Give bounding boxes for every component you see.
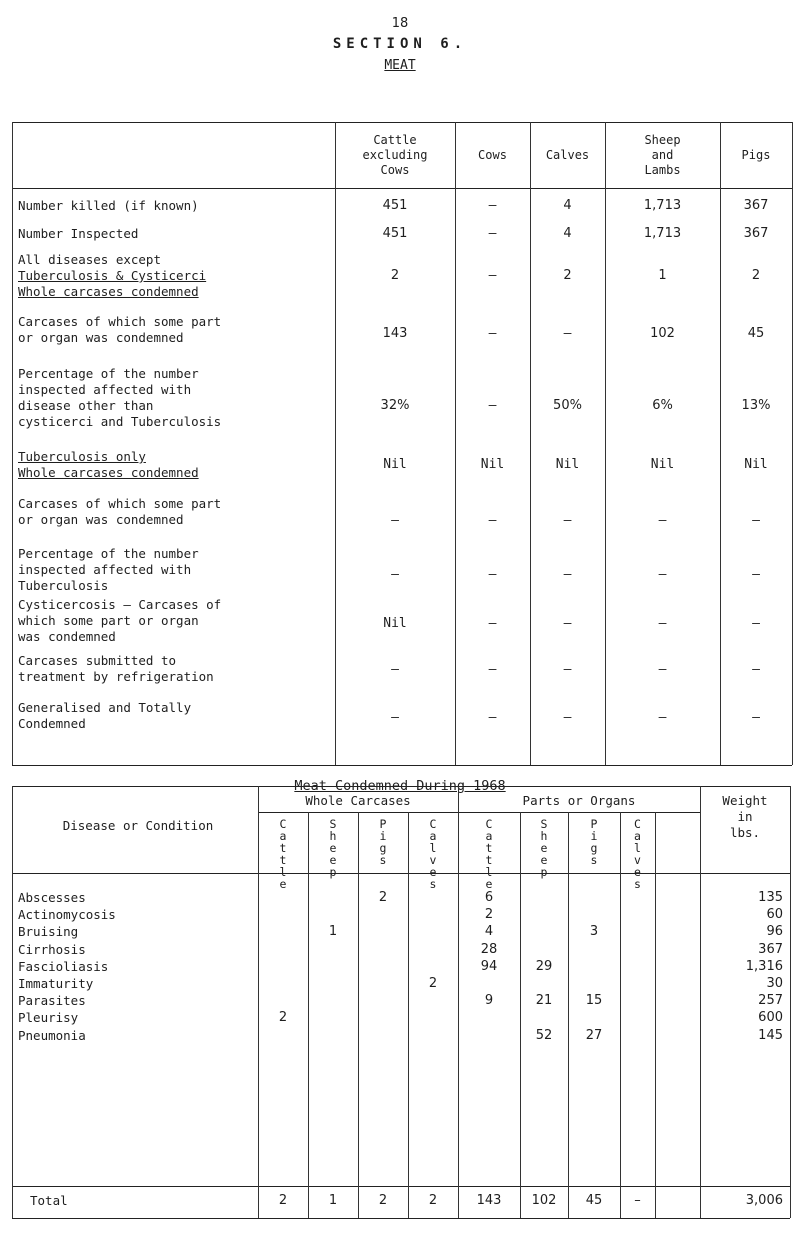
row-label-line: Percentage of the number	[18, 366, 199, 381]
column-rule	[568, 812, 569, 1218]
condition-label: Parasites	[18, 993, 86, 1009]
row-label-line: cysticerci and Tuberculosis	[18, 414, 222, 429]
table-cell: 1	[658, 268, 667, 283]
row-label-line: was condemned	[18, 629, 116, 644]
table-cell: Nil	[383, 616, 407, 631]
table-cell: 1,713	[643, 226, 682, 241]
weight-header	[700, 793, 790, 841]
table-cell: –	[488, 616, 497, 631]
column-rule	[258, 786, 259, 1218]
meat-condemned-title: Meat Condemned During 1968	[294, 778, 506, 794]
table-cell: –	[752, 616, 760, 631]
total-cell: –	[634, 1193, 641, 1208]
table-cell: –	[488, 326, 497, 341]
row-label	[18, 198, 328, 214]
meat-heading: MEAT	[384, 58, 416, 73]
table-cell: 50%	[553, 398, 582, 413]
column-header-line: Lambs	[644, 162, 681, 177]
table-cell: 2	[378, 890, 388, 905]
table-cell: 4	[484, 924, 494, 940]
total-cell: 2	[278, 1193, 288, 1208]
table-cell: –	[488, 398, 497, 413]
table-cell: 9	[484, 993, 494, 1009]
total-cell: 2	[378, 1193, 388, 1208]
table-cell: –	[488, 513, 497, 528]
table-cell: –	[658, 513, 667, 528]
row-label	[18, 496, 328, 528]
table-cell: Nil	[383, 457, 407, 472]
condition-label: Bruising	[18, 924, 79, 940]
column-rule	[655, 812, 656, 1218]
column-rule	[620, 812, 621, 1218]
table-cell: –	[752, 513, 760, 528]
condition-label: Abscesses	[18, 890, 86, 905]
table-cell: Nil	[480, 457, 505, 472]
table-rule-total	[12, 1186, 790, 1187]
table-cell: 2	[278, 1010, 288, 1026]
column-header-line: Calves	[545, 147, 590, 162]
weight-cell: 60	[766, 907, 783, 923]
column-header-line: Cattle	[373, 132, 417, 147]
table-cell: –	[488, 198, 497, 213]
weight-cell: 600	[758, 1010, 783, 1026]
weight-cell: 1,316	[745, 958, 783, 974]
table-cell: Nil	[744, 457, 768, 472]
row-label-line: Number killed (if known)	[18, 198, 199, 213]
column-rule	[308, 812, 309, 1218]
table-cell: 3	[589, 924, 599, 940]
row-label-line: Percentage of the number	[18, 546, 199, 561]
table-cell: 102	[650, 326, 675, 341]
row-label-line: Generalised and Totally	[18, 700, 192, 715]
row-label-line: inspected affected with	[18, 562, 192, 577]
row-label-line: Carcases of which some part	[18, 496, 222, 511]
total-cell: 102	[531, 1193, 557, 1208]
condition-label: Pneumonia	[18, 1027, 86, 1043]
table-cell: 28	[480, 941, 498, 957]
table-cell: –	[563, 710, 572, 725]
row-label-line: Carcases submitted to	[18, 653, 177, 668]
row-label-line: All diseases except	[18, 252, 161, 267]
column-header	[530, 148, 605, 163]
column-header-line: Pigs	[741, 147, 771, 162]
table-cell: 94	[480, 958, 498, 974]
row-label-line: Tuberculosis only	[18, 449, 146, 464]
row-label-line: inspected affected with	[18, 382, 192, 397]
table-cell: –	[488, 226, 497, 241]
table-cell: –	[488, 268, 497, 283]
row-label-line: Number Inspected	[18, 226, 139, 241]
table-cell: 32%	[380, 398, 410, 413]
weight-header-line: Weight	[722, 793, 768, 808]
condition-label: Actinomycosis	[18, 907, 116, 923]
column-header	[605, 133, 720, 178]
column-header-line: Cows	[478, 147, 507, 162]
weight-header-line: lbs.	[729, 825, 761, 840]
sub-column-header: Calves	[634, 817, 641, 891]
table-cell: –	[658, 662, 667, 677]
table-cell: –	[563, 567, 572, 582]
table-cell: 2	[563, 268, 572, 283]
whole-carcases-header: Whole Carcases	[305, 793, 411, 808]
table-cell: 1	[328, 924, 338, 940]
total-cell: 2	[428, 1193, 438, 1208]
column-header-line: and	[651, 147, 674, 162]
table-cell: 451	[382, 198, 408, 213]
table-cell: 1,713	[643, 198, 682, 213]
disease-column-header: Disease or Condition	[62, 818, 214, 833]
row-label-line: Tuberculosis	[18, 578, 109, 593]
table-cell: –	[563, 662, 572, 677]
table-cell: 143	[382, 326, 408, 341]
table-cell: 4	[563, 226, 572, 241]
table-cell: –	[563, 326, 572, 341]
table-cell: 6%	[652, 398, 673, 413]
table-rule-top	[12, 786, 790, 787]
column-rule	[408, 812, 409, 1218]
table-cell: –	[658, 710, 667, 725]
total-label: Total	[30, 1193, 68, 1208]
column-rule	[520, 812, 521, 1218]
condition-label: Cirrhosis	[18, 941, 86, 957]
table-cell: –	[563, 616, 572, 631]
row-label	[18, 226, 328, 242]
table-cell: –	[391, 662, 399, 677]
weight-header-line: in	[737, 809, 753, 824]
table-rule-header	[12, 188, 792, 189]
table-cell: –	[658, 567, 667, 582]
section-heading: SECTION 6.	[332, 36, 468, 52]
row-label-line: treatment by refrigeration	[18, 669, 214, 684]
table-cell: –	[752, 710, 760, 725]
table-cell: –	[658, 616, 667, 631]
row-label	[18, 449, 328, 481]
row-label-line: which some part or organ	[18, 613, 199, 628]
row-label	[18, 252, 328, 300]
table-cell: –	[752, 662, 760, 677]
sub-column-header: Sheep	[329, 817, 337, 879]
weight-cell: 145	[758, 1027, 783, 1043]
table-cell: 2	[484, 907, 494, 923]
row-label	[18, 314, 328, 346]
condition-label: Pleurisy	[18, 1010, 79, 1026]
table-cell: –	[391, 710, 399, 725]
table-cell: Nil	[555, 457, 580, 472]
total-cell: 143	[476, 1193, 502, 1208]
sub-column-header: Pigs	[379, 817, 387, 867]
table-cell: 2	[751, 268, 761, 283]
column-header	[720, 148, 792, 163]
row-label-line: disease other than	[18, 398, 154, 413]
table-cell: 29	[535, 958, 553, 974]
table-rule-bottom	[12, 1218, 790, 1219]
sub-column-header: Sheep	[540, 817, 548, 879]
total-weight-cell: 3,006	[745, 1193, 783, 1208]
row-label-line: Condemned	[18, 716, 86, 731]
row-label-line: Carcases of which some part	[18, 314, 222, 329]
table-cell: –	[488, 662, 497, 677]
table-cell: 451	[382, 226, 408, 241]
total-cell: 45	[585, 1193, 603, 1208]
table-cell: 21	[535, 993, 553, 1009]
row-label	[18, 700, 328, 732]
weight-cell: 257	[758, 993, 783, 1009]
sub-column-header: Calves	[429, 817, 437, 891]
row-label	[18, 546, 328, 594]
table-cell: 2	[428, 976, 438, 991]
table-rule-right	[790, 786, 791, 1218]
table-cell: 52	[535, 1027, 553, 1043]
weight-cell: 30	[766, 976, 783, 991]
table-cell: 27	[585, 1027, 603, 1043]
weight-cell: 367	[758, 941, 783, 957]
table-cell: 6	[484, 890, 494, 905]
table-rule-top	[12, 122, 792, 123]
condition-label: Fascioliasis	[18, 958, 109, 974]
row-label-line: Whole carcases condemned	[18, 284, 199, 299]
table-cell: 2	[390, 268, 400, 283]
table-rule-subheader	[258, 812, 700, 813]
row-label-line: Whole carcases condemned	[18, 465, 199, 480]
column-header-line: excluding	[362, 147, 428, 162]
table-rule-header	[12, 873, 790, 874]
sub-column-header: Pigs	[590, 817, 598, 867]
sub-column-header: Cattle	[279, 817, 287, 891]
row-label-line: or organ was condemned	[18, 512, 184, 527]
table-cell: Nil	[650, 457, 675, 472]
table-cell: –	[391, 513, 399, 528]
table-cell: 367	[743, 198, 769, 213]
weight-cell: 135	[758, 890, 783, 905]
parts-organs-header: Parts or Organs	[522, 793, 636, 808]
row-label	[18, 597, 328, 645]
row-label	[18, 653, 328, 685]
table-cell: –	[391, 567, 399, 582]
table-cell: –	[488, 710, 497, 725]
table-cell: –	[752, 567, 760, 582]
table-cell: 367	[743, 226, 769, 241]
row-label	[18, 366, 328, 430]
sub-column-header: Cattle	[485, 817, 493, 891]
table-cell: –	[488, 567, 497, 582]
row-label-line: Cysticercosis – Carcases of	[18, 597, 222, 612]
table-rule-left	[12, 786, 13, 1218]
table-rule-left	[12, 122, 13, 765]
column-header	[455, 148, 530, 163]
column-header-line: Sheep	[644, 132, 681, 147]
table-cell: 45	[747, 326, 765, 341]
page-number: 18	[391, 16, 409, 31]
condition-label: Immaturity	[18, 976, 94, 991]
table-cell: 13%	[741, 398, 771, 413]
table-cell: –	[563, 513, 572, 528]
table-cell: 4	[563, 198, 572, 213]
column-rule	[358, 812, 359, 1218]
column-header	[335, 133, 455, 178]
row-label-line: Tuberculosis & Cysticerci	[18, 268, 207, 283]
table-cell: 15	[585, 993, 603, 1009]
total-cell: 1	[328, 1193, 338, 1208]
column-header-line: Cows	[380, 162, 410, 177]
table-rule-bottom	[12, 765, 792, 766]
column-rule	[792, 122, 793, 765]
weight-cell: 96	[766, 924, 783, 940]
row-label-line: or organ was condemned	[18, 330, 184, 345]
